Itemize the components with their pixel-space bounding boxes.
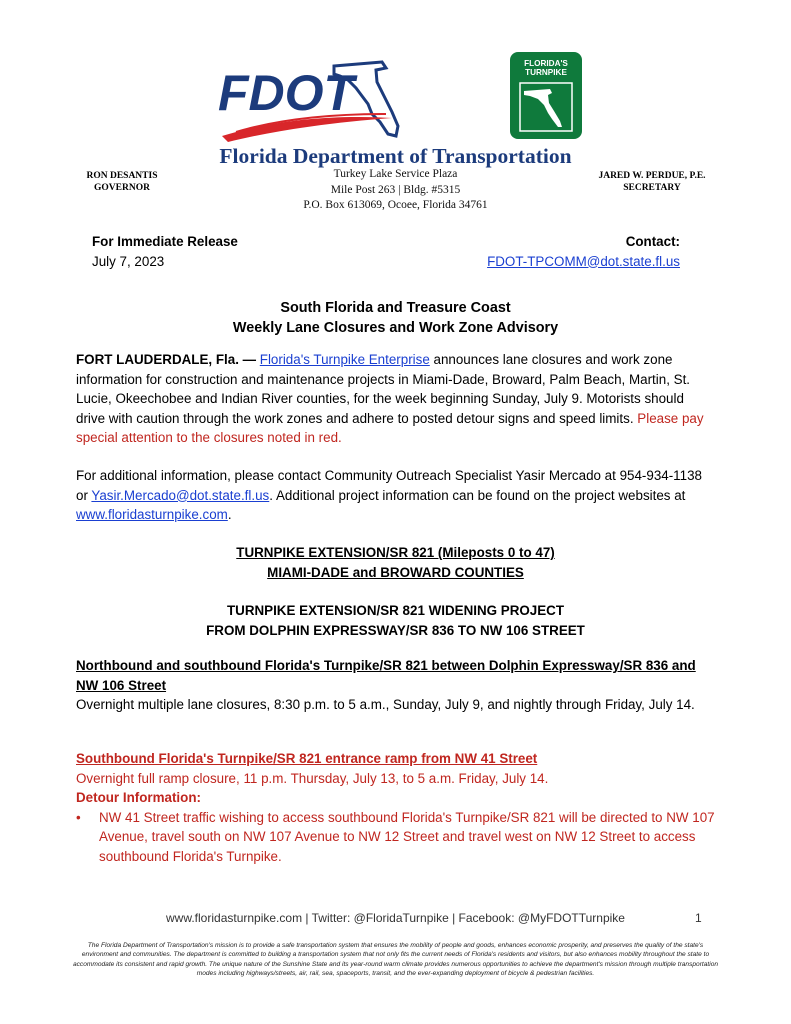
headline-line1: South Florida and Treasure Coast: [280, 300, 511, 316]
section-line1: TURNPIKE EXTENSION/SR 821 (Mileposts 0 to 47): [236, 545, 555, 560]
detour-list: [76, 808, 716, 867]
intro-paragraph: [76, 350, 716, 448]
headline-line2: Weekly Lane Closures and Work Zone Advisory: [232, 319, 559, 336]
contact-email-link[interactable]: FDOT-TPCOMM@dot.state.fl.us: [487, 253, 680, 269]
contact-paragraph: [76, 466, 716, 525]
dateline: FORT LAUDERDALE, Fla. —: [76, 352, 257, 367]
project-heading: [0, 601, 791, 640]
red-note: Please pay special attention to the closures noted in red.: [76, 410, 704, 446]
section-heading: [0, 543, 791, 582]
mercado-email-link[interactable]: Yasir.Mercado@dot.state.fl.us: [91, 487, 270, 503]
turnpike-logo: [510, 52, 582, 139]
mission-statement: The Florida Department of Transportation's mission is to provide a safe transportation system that ensures the mobility of people and goods, enhances economic prosperity, and preserves the quality of the state's environment and communities. The department is committed to building a transportation system that not only fits the current needs of Florida's residents and visitors, but also enhances mobility throughout the state to accommodate its consistent and rapid growth. The unique nature of the Sunshine State and its year-round warm climate provides numerous opportunities to achieve the department's mission through multiple transportation modes including highways/streets, air, rail, sea, spaceports, transit, and the ever-expanding deployment of bicycle & pedestrian facilities.: [72, 942, 719, 978]
project-line2: FROM DOLPHIN EXPRESSWAY/SR 836 TO NW 106 STREET: [206, 622, 585, 638]
contact-text2: . Additional project information can be found on the project websites at: [269, 487, 686, 503]
turnpike-enterprise-link[interactable]: Florida's Turnpike Enterprise: [259, 352, 430, 367]
detour-label: Detour Information:: [76, 790, 201, 806]
closure-detail: Overnight full ramp closure, 11 p.m. Thursday, July 13, to 5 a.m. Friday, July 14.: [76, 770, 549, 786]
release-block: [92, 232, 238, 271]
address-line3: P.O. Box 613069, Ocoee, Florida 34761: [303, 199, 488, 211]
contact-label: Contact:: [625, 234, 680, 249]
department-title: Florida Department of Transportation: [219, 144, 572, 168]
florida-map-icon: [518, 81, 574, 133]
address-line2: Mile Post 263 | Bldg. #5315: [330, 183, 461, 196]
section-line2: MIAMI-DADE and BROWARD COUNTIES: [267, 564, 524, 580]
release-date: July 7, 2023: [92, 253, 165, 269]
governor-title: GOVERNOR: [94, 183, 150, 193]
fdot-wordmark: FDOT: [218, 65, 355, 121]
secretary-name: JARED W. PERDUE, P.E.: [598, 171, 706, 181]
detour-item-text: NW 41 Street traffic wishing to access southbound Florida's Turnpike/SR 821 will be directed to NW 107 Avenue, travel south on NW 107 Avenue to NW 12 Street and travel west on NW 12 Street to access southbound Florida's Turnpike.: [99, 809, 715, 864]
turnpike-logo-line1: FLORIDA'S: [524, 59, 568, 68]
turnpike-logo-line2: TURNPIKE: [525, 68, 567, 77]
project-line1: TURNPIKE EXTENSION/SR 821 WIDENING PROJECT: [226, 603, 565, 618]
closure-heading: Southbound Florida's Turnpike/SR 821 entrance ramp from NW 41 Street: [76, 751, 538, 766]
address-block: [0, 167, 791, 214]
contact-text1: For additional information, please contact Community Outreach Specialist Yasir Mercado at 954-934-1138 or: [76, 468, 702, 503]
detour-item: [76, 808, 716, 867]
website-link[interactable]: www.floridasturnpike.com: [76, 507, 228, 523]
address-line1: Turkey Lake Service Plaza: [333, 168, 458, 180]
closure-detail: Overnight multiple lane closures, 8:30 p.m. to 5 a.m., Sunday, July 9, and nightly through Friday, July 14.: [76, 697, 695, 713]
fdot-logo-graphic: [216, 52, 401, 144]
footer-links: www.floridasturnpike.com | Twitter: @FloridaTurnpike | Facebook: @MyFDOTTurnpike: [166, 911, 625, 925]
contact-text3: .: [227, 507, 232, 523]
headline: [0, 299, 791, 338]
closure-item: [76, 656, 716, 715]
fdot-logo: [216, 52, 401, 144]
intro-text: announces lane closures and work zone information for construction and maintenance projects in Miami-Dade, Broward, Palm Beach, Martin, St. Lucie, Okeechobee and Indian River counties, for the week beginning Sunday, July 9. Motorists should drive with caution through the work zones and adhere to posted detour signs and speed limits.: [76, 352, 691, 426]
closure-item-red: [76, 749, 716, 867]
closure-heading: Northbound and southbound Florida's Turnpike/SR 821 between Dolphin Expressway/SR 836 and NW 106 Street: [76, 658, 696, 693]
secretary-title: SECRETARY: [623, 183, 681, 193]
contact-block: [487, 232, 680, 271]
release-label: For Immediate Release: [92, 234, 238, 249]
bullet-icon: •: [76, 809, 81, 825]
governor-name: RON DESANTIS: [86, 171, 158, 181]
page-number: 1: [695, 911, 702, 925]
